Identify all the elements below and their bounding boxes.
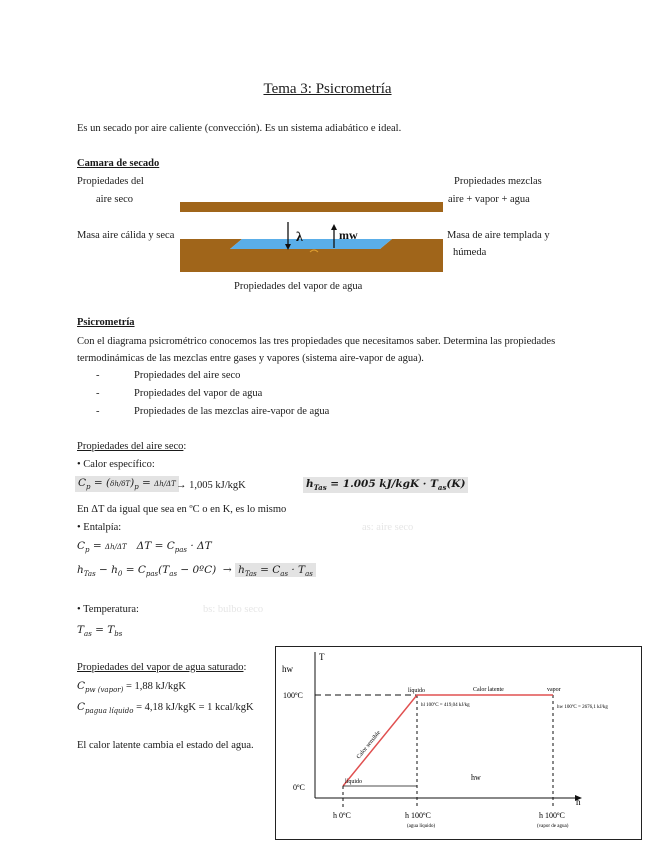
list-item: - Propiedades del aire seco [96, 370, 241, 381]
cpw-line: $C_{pw (vapor)} = 1,88$ kJ/kgK [77, 680, 186, 695]
list-item: - Propiedades del vapor de agua [96, 388, 263, 399]
psicrometria-paragraph: Con el diagrama psicrométrico conocemos las tres propiedades que necesitamos saber. Determina las propiedades termodinámicas de las mezclas entre gases y vapores (sistema aire-vapor de agua). [77, 336, 556, 364]
chart-frame [276, 647, 642, 840]
cpagua-line: $C_{pagua líquido} = 4,18$ kJ/kgK = 1 kcal/kgK [77, 701, 254, 716]
label-vapor: vapor [547, 687, 561, 693]
tick-0c: 0ºC [293, 783, 305, 792]
bs-note: bs: bulbo seco [203, 604, 264, 615]
lambda-label: λ [296, 230, 303, 245]
x-tick-vapor-sub: (vapor de agua) [537, 824, 569, 829]
camara-left-label: Propiedades del [77, 176, 144, 187]
entalpia-formula-1: $C_p = \Delta h/\Delta T$ $\Delta T = C_{pas} \cdot \Delta T$ [77, 540, 212, 555]
aire-seco-heading: Propiedades del aire seco: [77, 441, 187, 452]
mw-arrowhead [331, 224, 337, 230]
chamber-top-wall [180, 202, 443, 212]
calor-especifico-label: • Calor específico: [77, 459, 155, 470]
entalpia-formula-2: $h_{Tas} - h_0 = C_{pas}(T_{as}$ − 0ºC) → $h_{Tas} = C_{as} \cdot T_{as}$ [77, 564, 316, 578]
x-axis-label: h [576, 797, 581, 807]
vapor-heading: Propiedades del vapor de agua saturado: [77, 662, 247, 673]
as-note: as: aire seco [362, 522, 414, 533]
label-calor-sensible: Calor sensible [355, 729, 383, 761]
label-hw-vapor: hw 100ºC = 2676,1 kJ/kg [557, 705, 608, 710]
camara-bottom-label: Propiedades del vapor de agua [234, 281, 363, 292]
x-tick-h0: h 0ºC [333, 811, 351, 820]
water-tray [230, 239, 392, 249]
temperatura-label: • Temperatura: [77, 604, 139, 615]
label-liquido-bottom: líquido [345, 779, 363, 785]
enthalpy-chart [275, 646, 642, 840]
intro-text: Es un secado por aire caliente (convección). Es un sistema adiabático e ideal. [77, 123, 402, 134]
cp-result: → 1,005 kJ/kgK [176, 480, 246, 491]
label-hl: hl 100ºC = 419,04 kJ/kg [421, 703, 470, 708]
mw-label: mw [339, 228, 358, 242]
camara-left-mid: Masa aire cálida y seca [77, 230, 175, 241]
camara-right-label: Propiedades mezclas [454, 176, 542, 187]
label-calor-latente: Calor latente [473, 687, 504, 693]
latent-note: El calor latente cambia el estado del agua. [77, 740, 254, 751]
label-hw-mid: hw [471, 773, 481, 782]
x-tick-vapor: h 100ºC [539, 811, 565, 820]
temp-formula: $T_{as} = T_{bs}$ [77, 624, 123, 639]
camara-right-mid-2: húmeda [453, 247, 487, 258]
cp-formula: $C_p = (\delta h/\delta T)_p = \Delta h/\Delta T$ [75, 476, 179, 492]
camara-right-label-2: aire + vapor + agua [448, 194, 530, 205]
drying-chamber-diagram [180, 200, 444, 275]
x-tick-h100: h 100ºC [405, 811, 431, 820]
camara-heading: Camara de secado [77, 158, 160, 169]
list-item: - Propiedades de las mezclas aire-vapor de agua [96, 406, 330, 417]
psicrometria-heading: Psicrometría [77, 317, 135, 328]
delta-note: En ΔT da igual que sea en ºC o en K, es lo mismo [77, 504, 287, 515]
entalpia-label: • Entalpía: [77, 522, 122, 533]
tick-100c: 100ºC [283, 691, 303, 700]
y-top-label: T [319, 652, 325, 662]
h-tas-formula: $h_{Tas} = 1.005$ $kJ/kgK \cdot T_{as}(K)$ [303, 477, 468, 493]
camara-left-label-2: aire seco [96, 194, 134, 205]
y-axis-label: hw [282, 664, 293, 674]
x-tick-h100-sub: (agua líquido) [407, 824, 436, 829]
label-liquido-top: líquido [408, 688, 426, 694]
page-title: Tema 3: Psicrometría [263, 81, 392, 97]
camara-right-mid: Masa de aire templada y [447, 230, 550, 241]
